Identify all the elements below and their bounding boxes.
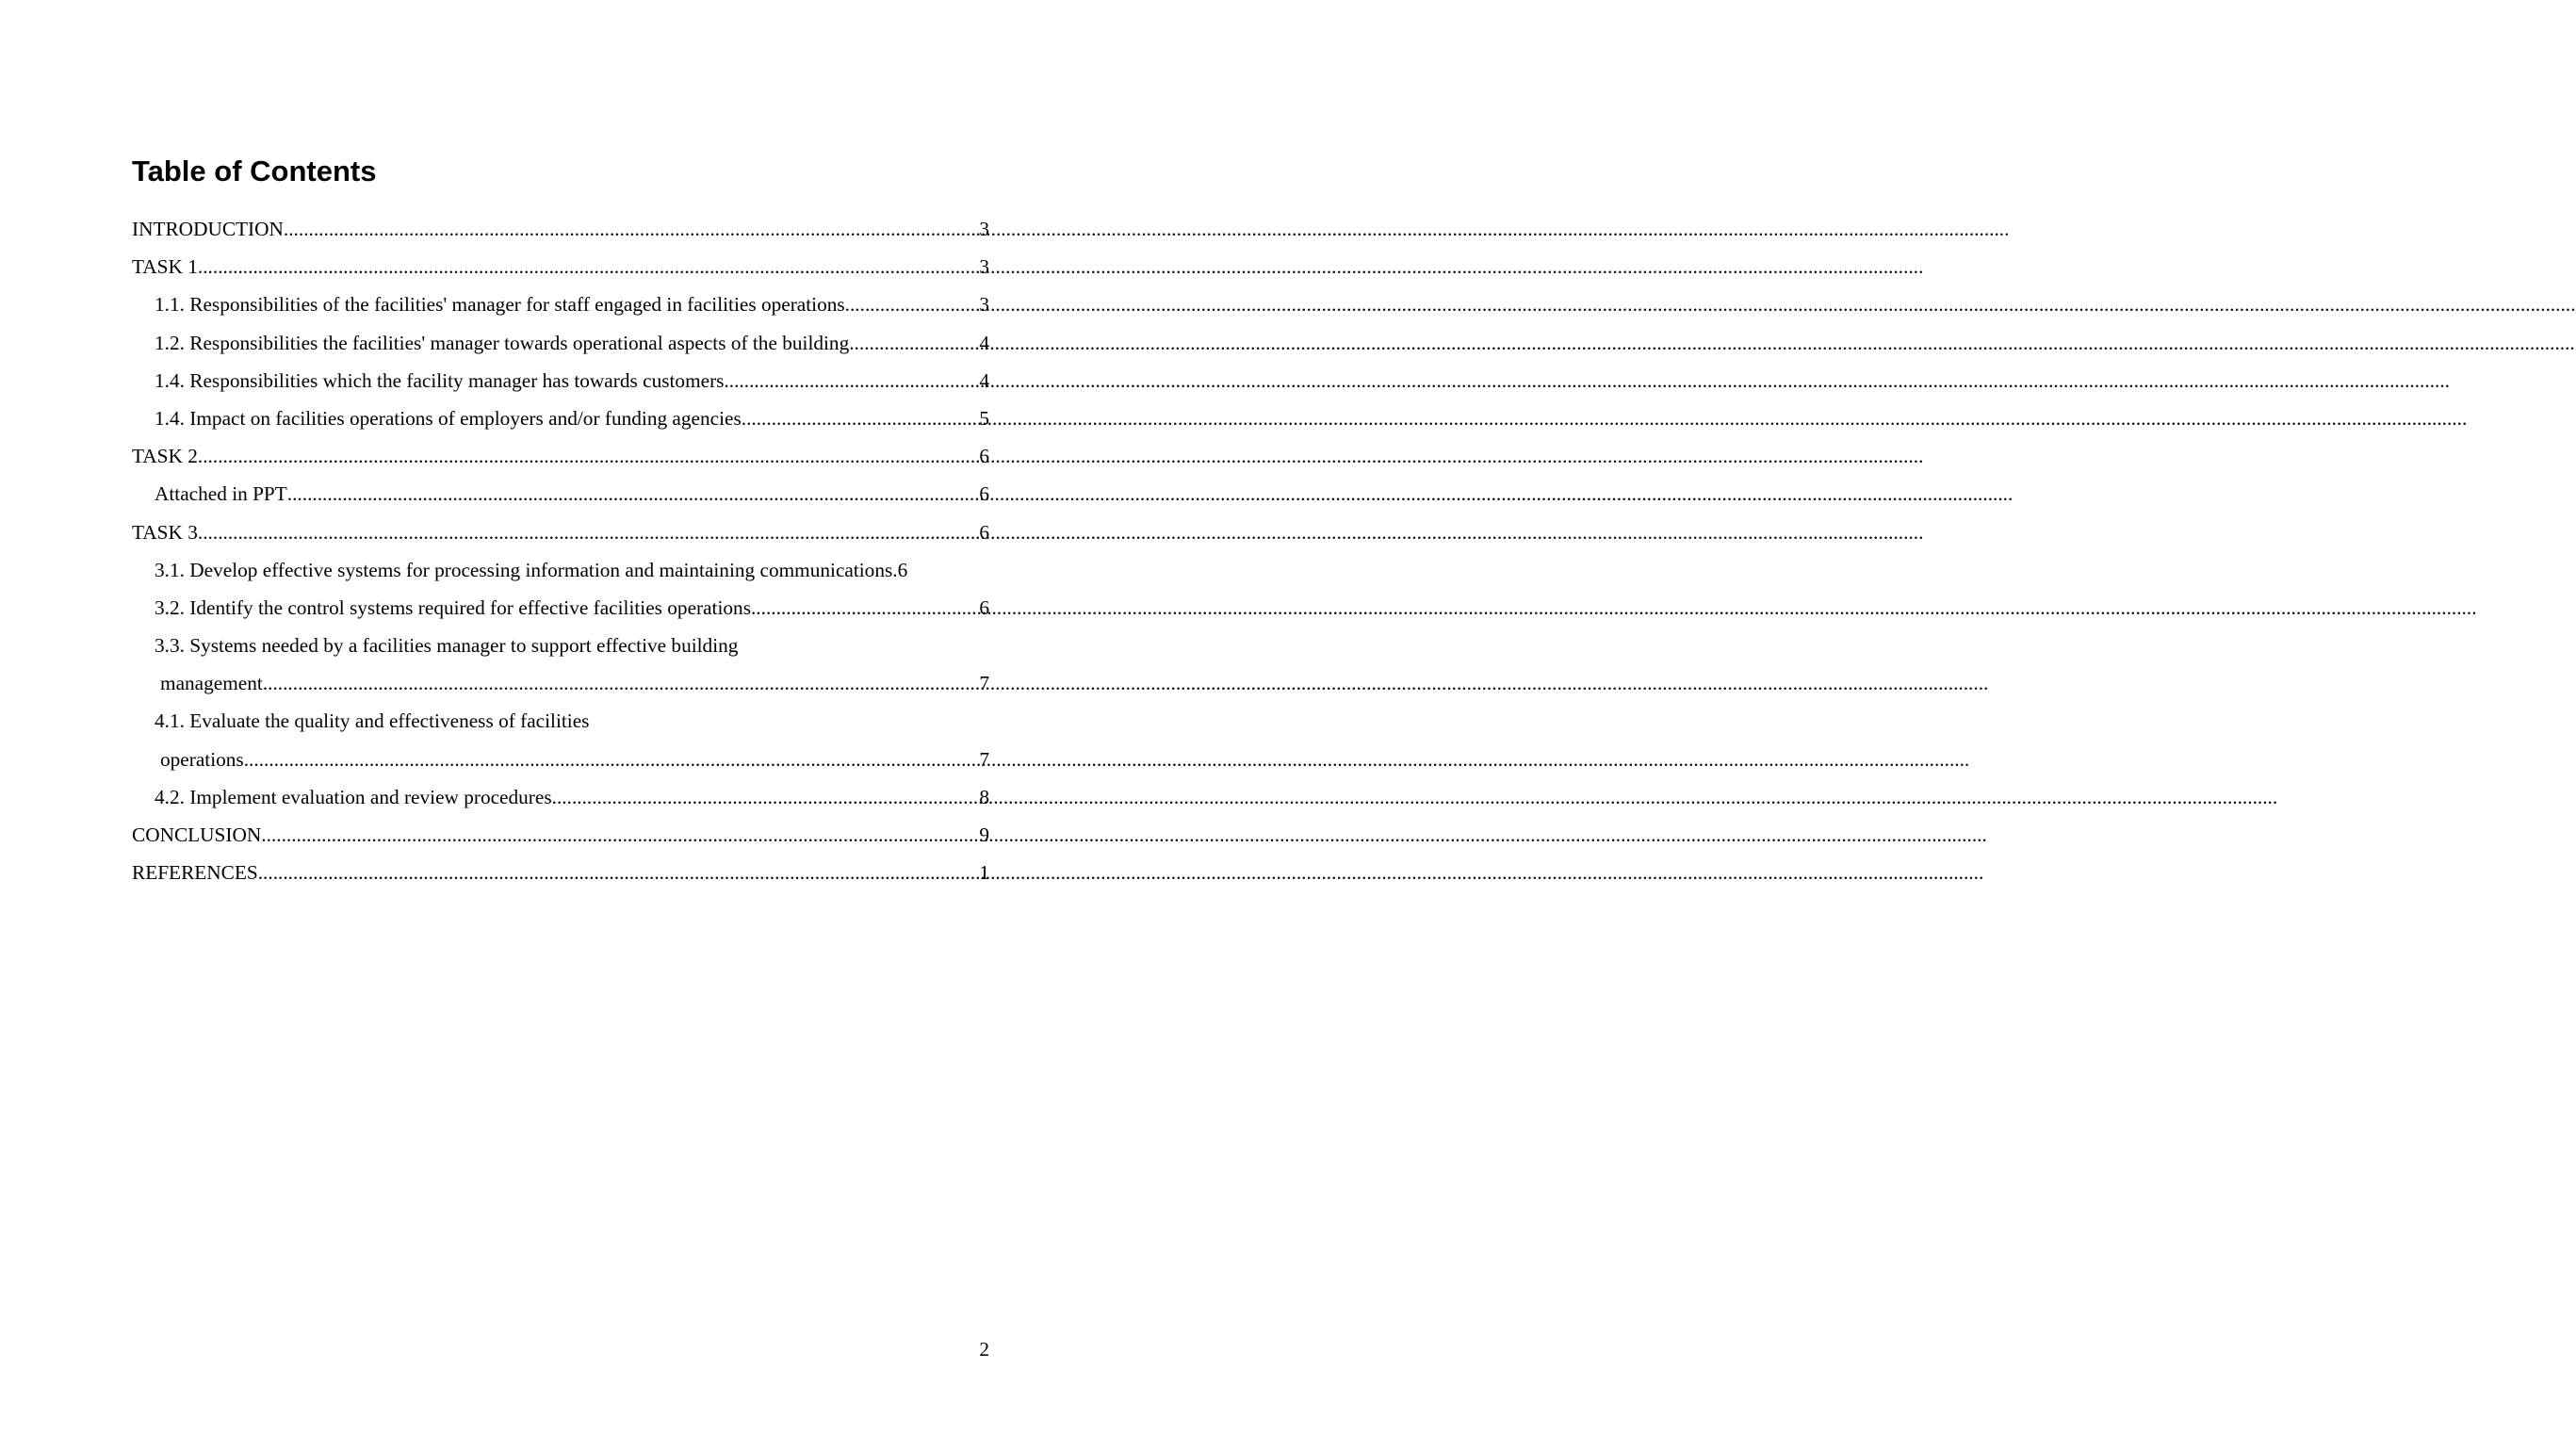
toc-entry-text: management <box>160 672 263 695</box>
toc-entry-text: Attached in PPT <box>155 482 287 506</box>
toc-entry-text: 1.1. Responsibilities of the facilities' manager for staff engaged in facilities operations. <box>155 293 850 317</box>
toc-leader <box>751 589 979 627</box>
toc-entry-page: 1 <box>979 861 989 885</box>
toc-entry-text: 1.2. Responsibilities the facilities' manager towards operational aspects of the building <box>155 331 850 354</box>
toc-entry-text: TASK 1 <box>132 255 198 279</box>
toc-entry-page: 9 <box>979 823 989 846</box>
toc-entry-1-4-customers[interactable] <box>132 362 989 399</box>
toc-leader <box>198 248 979 285</box>
toc-leader <box>724 362 979 399</box>
toc-entry-page: 5 <box>979 406 989 430</box>
toc-entry-3-2[interactable] <box>132 589 989 627</box>
toc-entry-introduction[interactable] <box>132 210 989 248</box>
toc-entry-conclusion[interactable] <box>132 816 989 854</box>
toc-leader <box>258 854 980 891</box>
toc-heading: Table of Contents <box>132 155 377 187</box>
toc-leader <box>263 664 980 702</box>
toc-entry-page: 8 <box>979 785 989 808</box>
toc-leader <box>287 475 980 513</box>
toc-entry-page: 6 <box>979 445 989 468</box>
toc-entry-page: 4 <box>979 368 989 392</box>
toc-entry-page: 6 <box>979 595 989 619</box>
toc-leader <box>198 514 979 551</box>
toc-leader <box>552 778 980 816</box>
toc-entry-text: 4.1. Evaluate the quality and effectiveness of facilities <box>155 709 590 733</box>
document-page <box>0 0 1121 1451</box>
toc-entry-references[interactable] <box>132 854 989 891</box>
toc-entry-1-1[interactable] <box>132 285 989 323</box>
toc-entry-attached-ppt[interactable] <box>132 475 989 513</box>
toc-entry-text: INTRODUCTION <box>132 218 284 240</box>
toc-entry-3-1[interactable] <box>132 551 989 589</box>
toc-entry-text: TASK 3 <box>132 520 198 544</box>
toc-entry-page: 3 <box>979 218 989 240</box>
toc-entry-page: 3 <box>979 293 989 317</box>
toc-entry-4-1[interactable] <box>132 702 989 740</box>
toc-leader <box>850 285 979 323</box>
toc-entry-text: 4.2. Implement evaluation and review procedures <box>155 785 552 808</box>
toc-entry-text: CONCLUSION <box>132 823 262 846</box>
toc-entry-text: 3.2. Identify the control systems required for effective facilities operations <box>155 595 751 619</box>
toc-entry-page: 7 <box>979 672 989 695</box>
toc-entry-text: TASK 2 <box>132 445 198 468</box>
toc-entry-text: REFERENCES <box>132 861 258 885</box>
toc-entry-page: 4 <box>979 331 989 354</box>
table-of-contents <box>132 210 989 891</box>
toc-entry-page: 6 <box>979 482 989 506</box>
toc-entry-1-4-impact[interactable] <box>132 399 989 437</box>
toc-entry-task-1[interactable] <box>132 248 989 285</box>
toc-leader <box>284 210 979 248</box>
toc-entry-task-3[interactable] <box>132 514 989 551</box>
toc-entry-1-2[interactable] <box>132 324 989 362</box>
toc-entry-3-3-continued[interactable] <box>132 664 989 702</box>
toc-entry-4-2[interactable] <box>132 778 989 816</box>
toc-leader <box>261 816 979 854</box>
toc-entry-page: 6 <box>979 520 989 544</box>
toc-entry-text: operations <box>160 747 244 771</box>
toc-entry-text: 3.3. Systems needed by a facilities manager to support effective building <box>155 634 739 658</box>
toc-entry-4-1-continued[interactable] <box>132 741 989 778</box>
toc-entry-task-2[interactable] <box>132 437 989 475</box>
toc-leader <box>849 324 979 362</box>
toc-leader <box>198 437 979 475</box>
toc-entry-text: 1.4. Responsibilities which the facility manager has towards customers <box>155 368 725 392</box>
page-number: 2 <box>979 1338 989 1361</box>
toc-entry-page: 6 <box>897 558 908 581</box>
toc-entry-3-3[interactable] <box>132 627 989 664</box>
toc-entry-page: 3 <box>979 255 989 279</box>
toc-entry-text: 3.1. Develop effective systems for processing information and maintaining communications. <box>155 558 898 581</box>
toc-entry-page: 7 <box>979 747 989 771</box>
toc-leader <box>244 741 980 778</box>
toc-entry-text: 1.4. Impact on facilities operations of employers and/or funding agencies <box>155 406 742 430</box>
toc-leader <box>742 399 980 437</box>
